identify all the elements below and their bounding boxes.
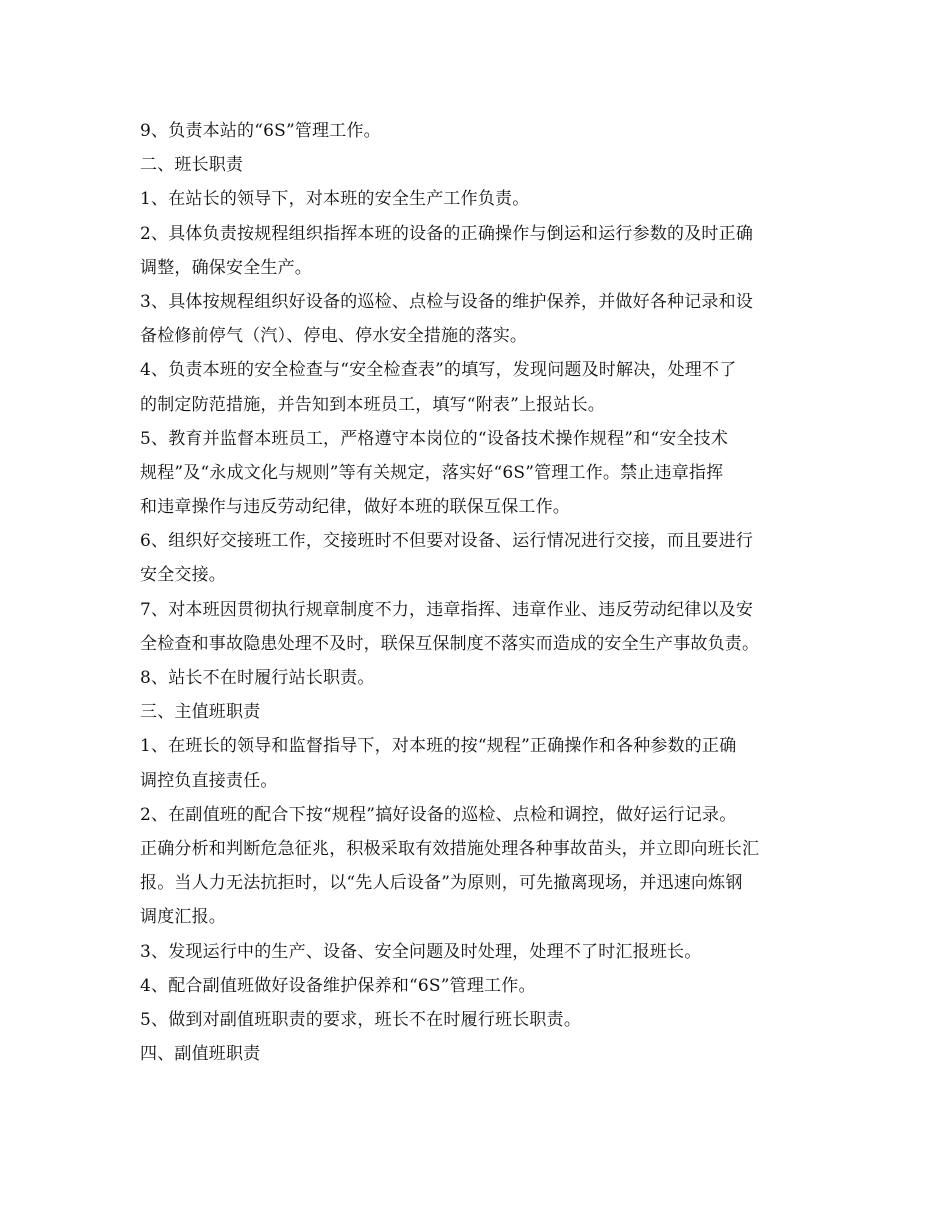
text-line: 1、在班长的领导和监督指导下，对本班的按“规程”正确操作和各种参数的正确	[140, 736, 737, 757]
document-body	[140, 114, 812, 1071]
text-line: 3、具体按规程组织好设备的巡检、点检与设备的维护保养，并做好各种记录和设	[140, 291, 754, 312]
text-line: 调度汇报。	[140, 907, 226, 928]
text-line: 安全交接。	[140, 565, 226, 586]
text-line: 和违章操作与违反劳动纪律，做好本班的联保互保工作。	[140, 497, 570, 518]
text-line: 的制定防范措施，并告知到本班员工，填写“附表”上报站长。	[140, 394, 605, 415]
section-heading: 四、副值班职责	[140, 1044, 261, 1065]
text-line: 全检查和事故隐患处理不及时，联保互保制度不落实而造成的安全生产事故负责。	[140, 633, 760, 654]
text-line: 正确分析和判断危急征兆，积极采取有效措施处理各种事故苗头，并立即向班长汇	[140, 838, 760, 859]
text-line: 5、做到对副值班职责的要求，班长不在时履行班长职责。	[140, 1009, 582, 1030]
text-line: 7、对本班因贯彻执行规章制度不力，违章指挥、违章作业、违反劳动纪律以及安	[140, 599, 754, 620]
text-line: 备检修前停气（汽）、停电、停水安全措施的落实。	[140, 326, 528, 347]
text-line: 3、发现运行中的生产、设备、安全问题及时处理，处理不了时汇报班长。	[140, 941, 702, 962]
text-line: 6、组织好交接班工作，交接班时不但要对设备、运行情况进行交接，而且要进行	[140, 531, 754, 552]
text-line: 2、具体负责按规程组织指挥本班的设备的正确操作与倒运和运行参数的及时正确	[140, 223, 754, 244]
section-heading: 二、班长职责	[140, 155, 244, 176]
text-line: 5、教育并监督本班员工，严格遵守本岗位的“设备技术操作规程”和“安全技术	[140, 428, 729, 449]
text-line: 规程”及“永成文化与规则”等有关规定，落实好“6S”管理工作。禁止违章指挥	[140, 462, 724, 483]
text-line: 调控负直接责任。	[140, 770, 278, 791]
text-line: 2、在副值班的配合下按“规程”搞好设备的巡检、点检和调控，做好运行记录。	[140, 804, 737, 825]
text-line: 4、负责本班的安全检查与“安全检查表”的填写，发现问题及时解决，处理不了	[140, 360, 737, 381]
text-line: 调整，确保安全生产。	[140, 257, 312, 278]
section-heading: 三、主值班职责	[140, 702, 261, 723]
text-line: 1、在站长的领导下，对本班的安全生产工作负责。	[140, 189, 530, 210]
text-line: 报。当人力无法抗拒时，以“先人后设备”为原则，可先撤离现场，并迅速向炼钢	[140, 873, 743, 894]
text-line: 9、负责本站的“6S”管理工作。	[140, 121, 381, 141]
text-line: 4、配合副值班做好设备维护保养和“6S”管理工作。	[140, 975, 536, 996]
text-line: 8、站长不在时履行站长职责。	[140, 668, 375, 688]
